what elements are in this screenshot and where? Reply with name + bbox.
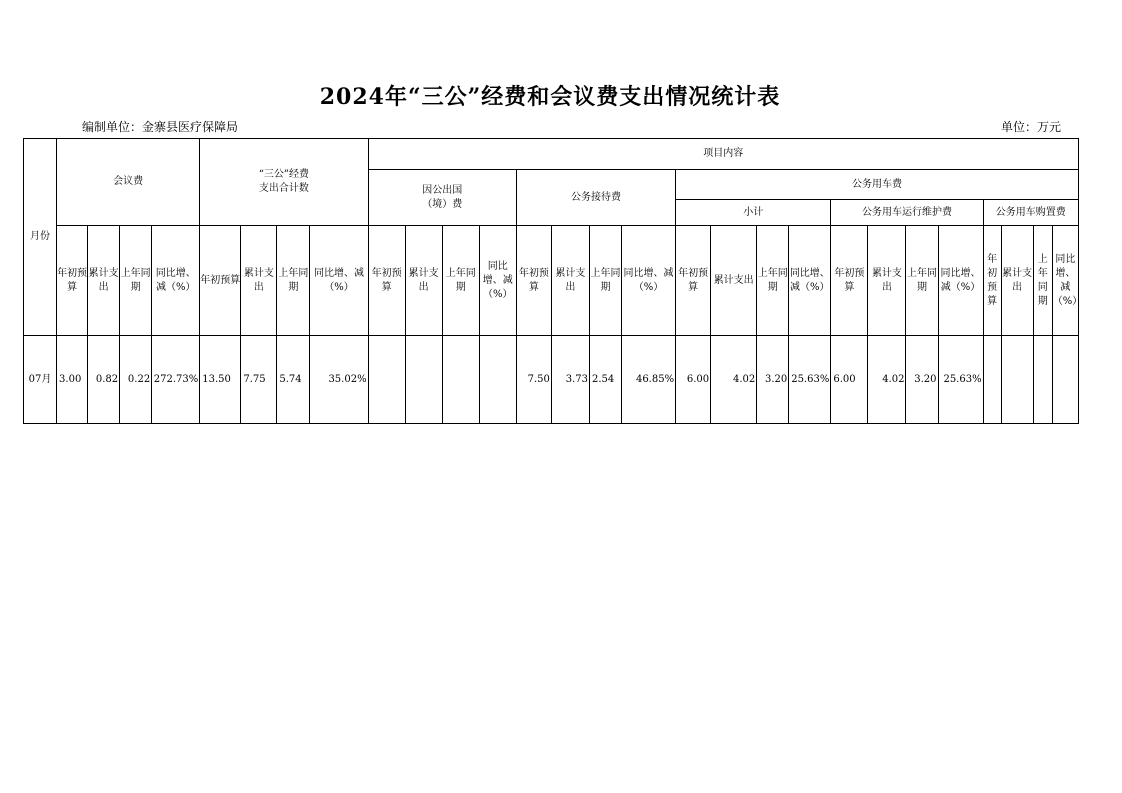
yoy-header: 同比增、减（%） [152, 226, 200, 336]
car-buy-header: 公务用车购置费 [983, 200, 1078, 226]
yoy-header: 同比增、减（%） [310, 226, 368, 336]
car-run-yoy-cell: 25.63% [938, 336, 983, 424]
sangong-header [200, 139, 368, 226]
cumulative-header: 累计支出 [1001, 226, 1033, 336]
lastyear-header: 上年同期 [277, 226, 310, 336]
yoy-header: 同比增、减（%） [938, 226, 983, 336]
budget-header: 年初预算 [516, 226, 551, 336]
cumulative-header: 累计支出 [711, 226, 757, 336]
lastyear-header: 上年同期 [757, 226, 789, 336]
lastyear-header: 上年同期 [442, 226, 479, 336]
month-cell: 07月 [24, 336, 57, 424]
lastyear-header: 上年同期 [589, 226, 621, 336]
car-run-budget-cell: 6.00 [831, 336, 868, 424]
sangong-yoy-cell: 35.02% [310, 336, 368, 424]
car-run-cumulative-cell: 4.02 [868, 336, 906, 424]
abroad-cumulative-cell [405, 336, 442, 424]
lastyear-header: 上年同期 [120, 226, 152, 336]
subtotal-header: 小计 [676, 200, 831, 226]
meeting-header: 会议费 [57, 139, 200, 226]
page-title: 2024年“三公”经费和会议费支出情况统计表 [319, 84, 781, 110]
cumulative-header: 累计支出 [241, 226, 277, 336]
car-buy-budget-cell [983, 336, 1001, 424]
subtotal-yoy-cell: 25.63% [789, 336, 831, 424]
yoy-header: 同比增、减（%） [622, 226, 676, 336]
car-buy-lastyear-cell [1033, 336, 1052, 424]
abroad-header-line2: （境）费 [422, 198, 463, 210]
yoy-header: 同比增、减（%） [789, 226, 831, 336]
subtotal-budget-cell: 6.00 [676, 336, 711, 424]
car-header: 公务用车费 [676, 170, 1079, 200]
abroad-header-line1: 因公出国 [422, 184, 463, 196]
car-buy-cumulative-cell [1001, 336, 1033, 424]
cumulative-header: 累计支出 [405, 226, 442, 336]
cumulative-header: 累计支出 [88, 226, 120, 336]
budget-header: 年初预算 [983, 226, 1001, 336]
sangong-cumulative-cell: 7.75 [241, 336, 277, 424]
reception-cumulative-cell: 3.73 [551, 336, 589, 424]
budget-header: 年初预算 [676, 226, 711, 336]
meeting-budget-cell: 3.00 [57, 336, 88, 424]
car-run-header: 公务用车运行维护费 [831, 200, 983, 226]
reception-yoy-cell: 46.85% [622, 336, 676, 424]
abroad-yoy-cell [479, 336, 516, 424]
budget-header: 年初预算 [200, 226, 241, 336]
budget-header: 年初预算 [831, 226, 868, 336]
cumulative-header: 累计支出 [868, 226, 906, 336]
sangong-header-line2: 支出合计数 [258, 183, 309, 194]
yoy-header: 同比增、减（%） [1052, 226, 1078, 336]
cumulative-header: 累计支出 [551, 226, 589, 336]
table-row [24, 336, 1079, 424]
car-run-lastyear-cell: 3.20 [906, 336, 938, 424]
month-header: 月份 [24, 139, 57, 336]
subtotal-lastyear-cell: 3.20 [757, 336, 789, 424]
lastyear-header: 上年同期 [906, 226, 938, 336]
reception-header: 公务接待费 [516, 170, 675, 226]
meeting-lastyear-cell: 0.22 [120, 336, 152, 424]
compiling-unit: 编制单位：金寨县医疗保障局 [82, 120, 239, 134]
expense-table [23, 138, 1083, 424]
subtotal-cumulative-cell: 4.02 [711, 336, 757, 424]
budget-header: 年初预算 [57, 226, 88, 336]
reception-budget-cell: 7.50 [516, 336, 551, 424]
budget-header: 年初预算 [368, 226, 405, 336]
abroad-header [368, 170, 516, 226]
currency-unit: 单位：万元 [1001, 120, 1062, 134]
project-header: 项目内容 [368, 139, 1078, 170]
reception-lastyear-cell: 2.54 [589, 336, 621, 424]
lastyear-header: 上年同期 [1033, 226, 1052, 336]
car-buy-yoy-cell [1052, 336, 1078, 424]
sangong-header-line1: “三公”经费 [258, 169, 310, 180]
meeting-yoy-cell: 272.73% [152, 336, 200, 424]
abroad-lastyear-cell [442, 336, 479, 424]
sangong-lastyear-cell: 5.74 [277, 336, 310, 424]
sangong-budget-cell: 13.50 [200, 336, 241, 424]
yoy-header: 同比增、减（%） [479, 226, 516, 336]
abroad-budget-cell [368, 336, 405, 424]
meeting-cumulative-cell: 0.82 [88, 336, 120, 424]
